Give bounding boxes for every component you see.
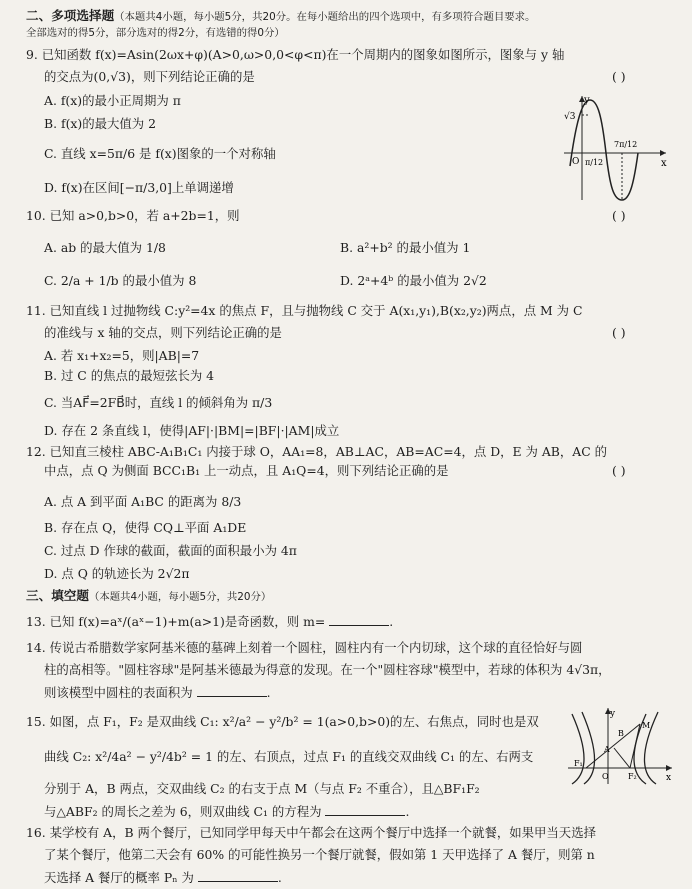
q15-line2: 曲线 C₂: x²/4a² − y²/4b² = 1 的左、右顶点，过点 F₁ 的直线交双曲线 C₁ 的左、右两支 xyxy=(44,749,534,764)
q15-fig-x-label: x xyxy=(666,773,672,783)
q13-answer-blank[interactable] xyxy=(329,613,389,626)
q15-answer-blank[interactable] xyxy=(325,803,405,816)
q10-option-b: B. a²+b² 的最小值为 1 xyxy=(340,240,471,255)
q14-line1: 14. 传说古希腊数学家阿基米德的墓碑上刻着一个圆柱，圆柱内有一个内切球，这个球的直径恰好与圆 xyxy=(26,640,583,655)
q14-answer-blank[interactable] xyxy=(197,684,267,697)
q15-fig-origin: O xyxy=(602,772,609,781)
q13-text: 13. 已知 f(x)=aˣ/(aˣ−1)+m(a>1)是奇函数，则 m= xyxy=(26,614,326,629)
q10-stem: 10. 已知 a>0,b>0，若 a+2b=1，则 xyxy=(26,208,240,223)
q11-stem-line2: 的准线与 x 轴的交点，则下列结论正确的是 xyxy=(44,325,282,340)
q11-option-b: B. 过 C 的焦点的最短弦长为 4 xyxy=(44,368,215,383)
q15-fig-y-label: y xyxy=(610,709,616,719)
q9-option-b: B. f(x)的最大值为 2 xyxy=(44,116,156,131)
q11-stem-line1: 11. 已知直线 l 过抛物线 C:y²=4x 的焦点 F，且与抛物线 C 交于 A(x₁,y₁),B(x₂,y₂)两点，点 M 为 C xyxy=(26,303,583,318)
q12-option-b: B. 存在点 Q，使得 CQ⊥平面 A₁DE xyxy=(44,520,247,535)
q11-option-a: A. 若 x₁+x₂=5，则|AB|=7 xyxy=(44,348,200,363)
q9-option-d: D. f(x)在区间[−π/3,0]上单调递增 xyxy=(44,180,234,195)
q9-answer-paren: ( ) xyxy=(612,69,626,84)
section3-note: （本题共4小题，每小题5分，共20分） xyxy=(88,591,272,603)
q15-fig-a: A xyxy=(604,745,610,754)
q16-answer-blank[interactable] xyxy=(198,869,278,882)
section2-title: 二、多项选择题 xyxy=(26,8,115,23)
q9-graph-origin: O xyxy=(572,157,580,167)
q10-option-d: D. 2ᵃ+4ᵇ 的最小值为 2√2 xyxy=(340,273,487,288)
q9-graph-y-label: y xyxy=(584,95,590,106)
section3-title: 三、填空题 xyxy=(26,588,89,603)
q12-option-a: A. 点 A 到平面 A₁BC 的距离为 8/3 xyxy=(44,494,242,509)
q12-option-c: C. 过点 D 作球的截面，截面的面积最小为 4π xyxy=(44,543,297,558)
q13-line xyxy=(26,613,393,630)
q16-line1: 16. 某学校有 A，B 两个餐厅，已知同学甲每天中午都会在这两个餐厅中选择一个就餐，如果甲当天选择 xyxy=(26,825,596,840)
q15-line1: 15. 如图，点 F₁，F₂ 是双曲线 C₁: x²/a² − y²/b² = 1(a>0,b>0)的左、右焦点，同时也是双 xyxy=(26,714,539,729)
q16-end: . xyxy=(277,870,282,885)
q15-line4-text: 与△ABF₂ 的周长之差为 6，则双曲线 C₁ 的方程为 xyxy=(44,804,322,819)
q11-answer-paren: ( ) xyxy=(612,325,626,340)
q9-stem-line2: 的交点为(0,√3)，则下列结论正确的是 xyxy=(44,69,255,84)
section2-note-line1: （本题共4小题，每小题5分，共20分。在每小题给出的四个选项中，有多项符合题目要求。 xyxy=(114,11,536,23)
q15-fig-f2: F₂ xyxy=(628,772,637,781)
q12-option-d: D. 点 Q 的轨迹长为 2√2π xyxy=(44,566,190,581)
q15-hyperbola-figure xyxy=(566,706,676,786)
q10-answer-paren: ( ) xyxy=(612,208,626,223)
section3-header xyxy=(26,588,271,605)
section2-header xyxy=(26,8,535,25)
q14-line3-text: 则该模型中圆柱的表面积为 xyxy=(44,685,193,700)
q15-fig-f1: F₁ xyxy=(574,759,583,768)
q10-option-a: A. ab 的最大值为 1/8 xyxy=(44,240,166,255)
q9-graph-x-tick1: π/12 xyxy=(585,158,604,167)
q9-graph-y-tick: √3 xyxy=(564,112,576,122)
q16-line3-text: 天选择 A 餐厅的概率 Pₙ 为 xyxy=(44,870,194,885)
q14-line3 xyxy=(44,684,271,701)
q16-line2: 了某个餐厅，他第二天会有 60% 的可能性换另一个餐厅就餐，假如第 1 天甲选择了 A 餐厅，则第 n xyxy=(44,847,595,862)
q9-option-a: A. f(x)的最小正周期为 π xyxy=(44,93,181,108)
q9-graph-x-tick2: 7π/12 xyxy=(614,140,638,149)
q12-stem-line1: 12. 已知直三棱柱 ABC-A₁B₁C₁ 内接于球 O，AA₁=8，AB⊥AC，AB=AC=4，点 D，E 为 AB，AC 的 xyxy=(26,444,608,459)
q15-fig-b: B xyxy=(618,729,624,738)
q10-option-c: C. 2/a + 1/b 的最小值为 8 xyxy=(44,273,197,288)
q16-line3 xyxy=(44,869,282,886)
q9-stem-line1: 9. 已知函数 f(x)=Asin(2ωx+φ)(A>0,ω>0,0<φ<π)在一个周期内的图象如图所示，图象与 y 轴 xyxy=(26,47,565,62)
q9-sine-graph xyxy=(560,92,672,204)
section2-note-line2: 全部选对的得5分，部分选对的得2分，有选错的得0分） xyxy=(26,27,285,39)
q11-option-d: D. 存在 2 条直线 l，使得|AF|·|BM|=|BF|·|AM|成立 xyxy=(44,423,340,438)
q15-line4 xyxy=(44,803,409,820)
q15-fig-m: M xyxy=(642,721,651,730)
q12-answer-paren: ( ) xyxy=(612,463,626,478)
q9-option-c: C. 直线 x=5π/6 是 f(x)图象的一个对称轴 xyxy=(44,146,276,161)
q9-graph-x-label: x xyxy=(661,158,667,169)
q15-end: . xyxy=(405,804,410,819)
q15-line3: 分别于 A，B 两点，交双曲线 C₂ 的右支于点 M（与点 F₂ 不重合），且△BF₁F₂ xyxy=(44,781,480,796)
q13-end: . xyxy=(389,614,394,629)
q14-line2: 柱的高相等。"圆柱容球"是阿基米德最为得意的发现。在一个"圆柱容球"模型中，若球的体积为 4√3π， xyxy=(44,662,611,677)
q14-end: . xyxy=(266,685,271,700)
q11-option-c: C. 当AF⃗=2FB⃗时，直线 l 的倾斜角为 π/3 xyxy=(44,395,273,410)
q12-stem-line2: 中点，点 Q 为侧面 BCC₁B₁ 上一动点，且 A₁Q=4，则下列结论正确的是 xyxy=(44,463,449,478)
